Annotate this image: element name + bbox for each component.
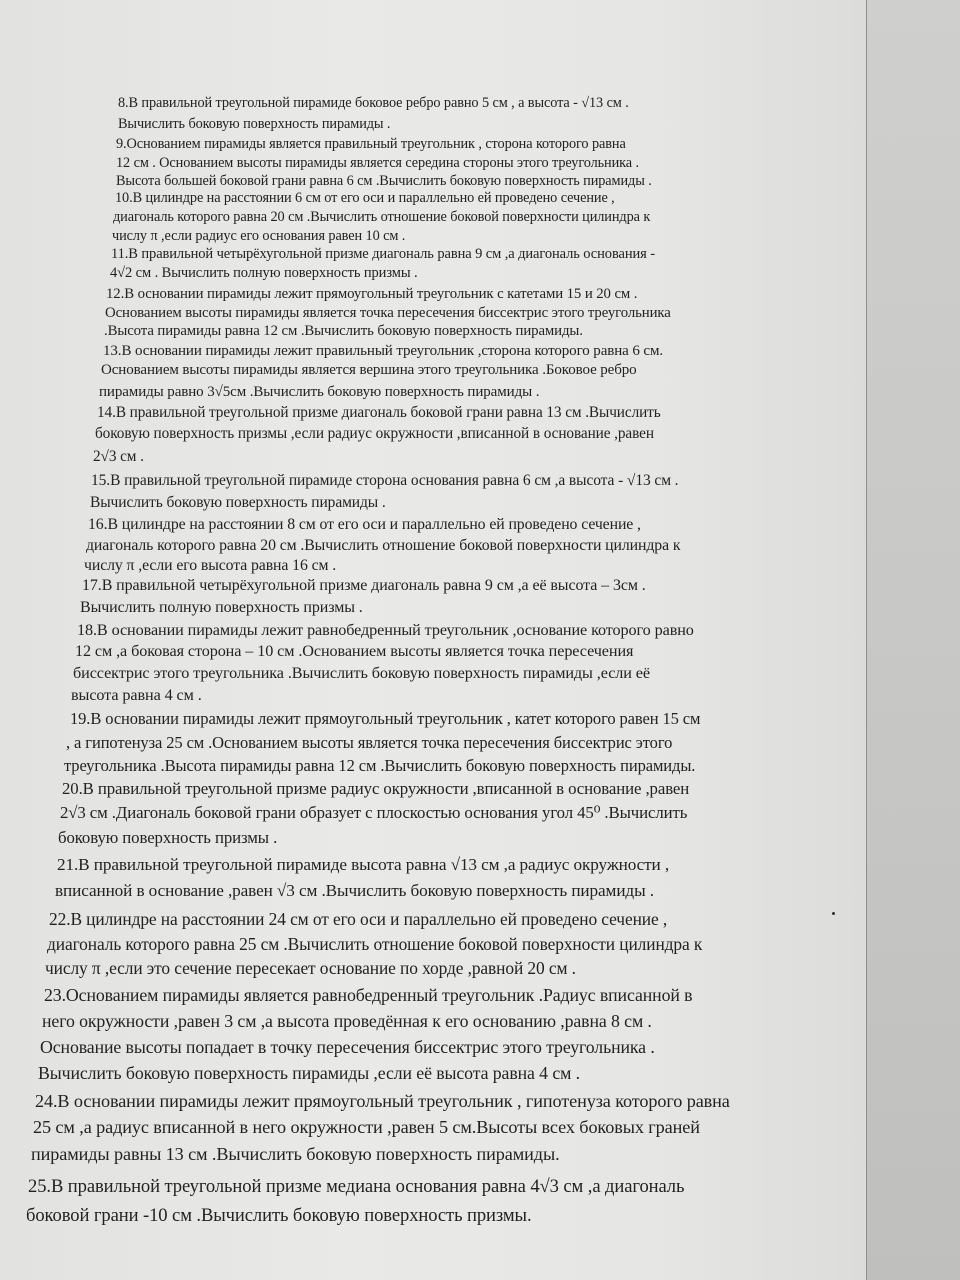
text-line: 17.В правильной четырёхугольной призме диагональ равна 9 см ,а её высота – 3см .	[82, 577, 646, 594]
text-line: Основанием высоты пирамиды является вершина этого треугольника .Боковое ребро	[101, 362, 637, 378]
text-line: 8.В правильной треугольной пирамиде боковое ребро равно 5 см , а высота - √13 см .	[118, 95, 629, 111]
text-line: 16.В цилиндре на расстоянии 8 см от его оси и параллельно ей проведено сечение ,	[88, 516, 641, 533]
text-line: 2√3 см .	[93, 448, 144, 465]
text-line: вписанной в основание ,равен √3 см .Вычислить боковую поверхность пирамиды .	[55, 881, 654, 900]
text-line: числу π ,если его высота равна 16 см .	[84, 557, 337, 574]
text-line: боковой грани -10 см .Вычислить боковую поверхность призмы.	[26, 1205, 532, 1226]
text-line: .Высота пирамиды равна 12 см .Вычислить боковую поверхность пирамиды.	[104, 323, 583, 339]
text-line: биссектрис этого треугольника .Вычислить боковую поверхность пирамиды ,если её	[73, 664, 650, 682]
text-line: Высота большей боковой грани равна 6 см .Вычислить боковую поверхность пирамиды .	[116, 173, 652, 189]
text-line: 20.В правильной треугольной призме радиус окружности ,вписанной в основание ,равен	[62, 779, 690, 798]
text-line: боковую поверхность призмы .	[58, 828, 278, 847]
text-line: 18.В основании пирамиды лежит равнобедренный треугольник ,основание которого равно	[77, 621, 694, 639]
text-line: 25 см ,а радиус вписанной в него окружности ,равен 5 см.Высоты всех боковых граней	[33, 1117, 700, 1137]
paper-edge	[866, 0, 867, 1280]
text-line: 23.Основанием пирамиды является равнобедренный треугольник .Радиус вписанной в	[44, 985, 693, 1005]
text-line: боковую поверхность призмы ,если радиус окружности ,вписанной в основание ,равен	[95, 425, 654, 442]
text-line: Вычислить полную поверхность призмы .	[80, 599, 363, 616]
text-line: 10.В цилиндре на расстоянии 6 см от его оси и параллельно ей проведено сечение ,	[115, 190, 615, 206]
text-line: 22.В цилиндре на расстоянии 24 см от его оси и параллельно ей проведено сечение ,	[49, 909, 668, 929]
text-line: 12.В основании пирамиды лежит прямоугольный треугольник с катетами 15 и 20 см .	[106, 286, 638, 302]
text-line: Вычислить боковую поверхность пирамиды .	[118, 116, 391, 132]
text-line: , а гипотенуза 25 см .Основанием высоты является точка пересечения биссектрис этого	[66, 733, 673, 752]
text-line: 15.В правильной треугольной пирамиде сторона основания равна 6 см ,а высота - √13 см .	[91, 472, 679, 489]
text-line: 2√3 см .Диагональ боковой грани образует с плоскостью основания угол 45⁰ .Вычислить	[60, 803, 688, 822]
text-line: диагональ которого равна 20 см .Вычислить отношение боковой поверхности цилиндра к	[113, 209, 651, 225]
text-line: Вычислить боковую поверхность пирамиды ,если её высота равна 4 см .	[38, 1063, 580, 1083]
text-line: 12 см . Основанием высоты пирамиды является середина стороны этого треугольника .	[116, 155, 639, 171]
text-line: пирамиды равно 3√5см .Вычислить боковую поверхность пирамиды .	[99, 384, 540, 400]
text-line: 12 см ,а боковая сторона – 10 см .Основанием высоты является точка пересечения	[75, 642, 634, 660]
text-line: Основанием высоты пирамиды является точка пересечения биссектрис этого треугольника	[105, 305, 671, 321]
ink-dot	[832, 912, 835, 915]
text-line: пирамиды равны 13 см .Вычислить боковую поверхность пирамиды.	[31, 1144, 560, 1164]
text-line: числу π ,если радиус его основания равен 10 см .	[112, 228, 406, 244]
text-line: диагональ которого равна 25 см .Вычислить отношение боковой поверхности цилиндра к	[47, 934, 703, 954]
text-line: Основание высоты попадает в точку пересечения биссектрис этого треугольника .	[40, 1037, 655, 1057]
text-line: диагональ которого равна 20 см .Вычислить отношение боковой поверхности цилиндра к	[86, 537, 681, 554]
text-line: Вычислить боковую поверхность пирамиды .	[90, 494, 386, 511]
text-line: числу π ,если это сечение пересекает основание по хорде ,равной 20 см .	[45, 958, 576, 978]
text-line: 11.В правильной четырёхугольной призме диагональ равна 9 см ,а диагональ основания -	[111, 246, 655, 262]
text-line: треугольника .Высота пирамиды равна 12 см .Вычислить боковую поверхность пирамиды.	[64, 756, 696, 775]
text-line: 21.В правильной треугольной пирамиде высота равна √13 см ,а радиус окружности ,	[57, 855, 670, 874]
text-line: 25.В правильной треугольной призме медиана основания равна 4√3 см ,а диагональ	[28, 1176, 685, 1197]
text-line: 13.В основании пирамиды лежит правильный треугольник ,сторона которого равна 6 см.	[103, 343, 664, 359]
text-line: 9.Основанием пирамиды является правильный треугольник , сторона которого равна	[116, 136, 626, 152]
text-line: него окружности ,равен 3 см ,а высота проведённая к его основанию ,равна 8 см .	[42, 1011, 652, 1031]
text-line: 24.В основании пирамиды лежит прямоугольный треугольник , гипотенуза которого равна	[35, 1091, 730, 1111]
text-line: 14.В правильной треугольной призме диагональ боковой грани равна 13 см .Вычислить	[97, 404, 661, 421]
text-line: высота равна 4 см .	[71, 686, 202, 704]
background-surface	[866, 0, 960, 1280]
text-line: 4√2 см . Вычислить полную поверхность призмы .	[110, 265, 418, 281]
text-line: 19.В основании пирамиды лежит прямоугольный треугольник , катет которого равен 15 см	[70, 709, 701, 728]
